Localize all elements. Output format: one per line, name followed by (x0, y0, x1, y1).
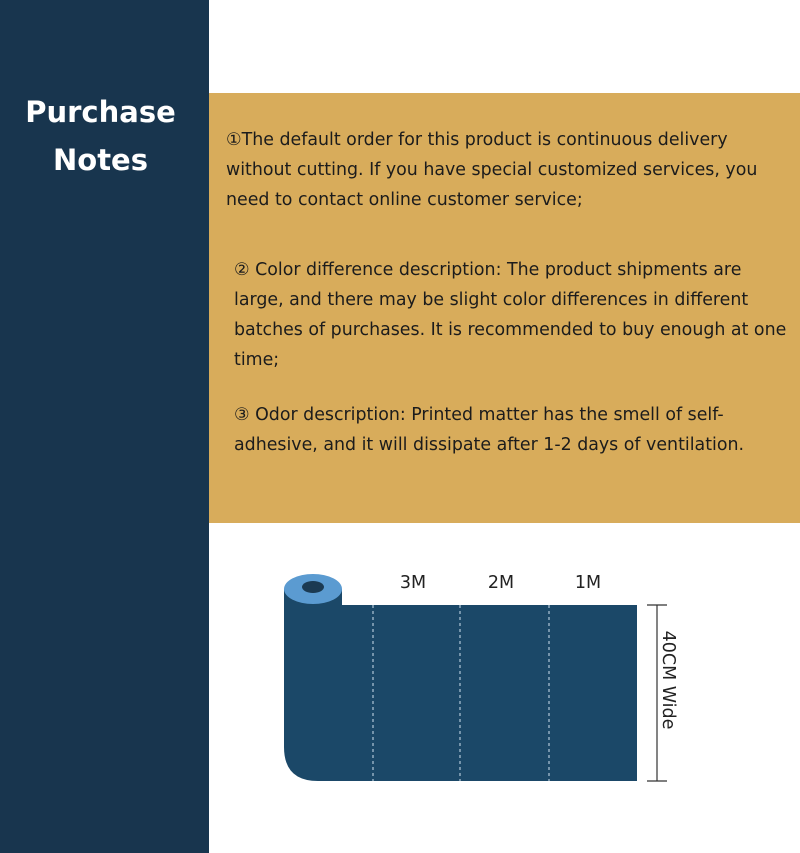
length-label-2m: 2M (487, 573, 515, 593)
width-label: 40CM Wide (658, 630, 678, 730)
roll-illustration (270, 565, 690, 795)
sidebar (0, 0, 209, 853)
sidebar-title-line-2: Notes (53, 143, 148, 177)
roll-core-hole (302, 581, 324, 593)
notes-panel (209, 93, 800, 523)
note-color-difference: ② Color difference description: The product shipments are large, and there may be slight color differences in different batches of purchases. It is recommended to buy enough at one time; (234, 260, 787, 370)
length-label-1m: 1M (574, 573, 602, 593)
note-odor: ③ Odor description: Printed matter has the smell of self-adhesive, and it will dissipate after 1-2 days of ventilation. (234, 405, 745, 455)
sidebar-title-line-1: Purchase (25, 95, 176, 129)
note-continuous-delivery: ①The default order for this product is continuous delivery without cutting. If you have special customized services, you need to contact online customer service; (226, 130, 758, 210)
sidebar-title (0, 88, 201, 184)
length-label-3m: 3M (399, 573, 427, 593)
roll-diagram (270, 565, 690, 795)
